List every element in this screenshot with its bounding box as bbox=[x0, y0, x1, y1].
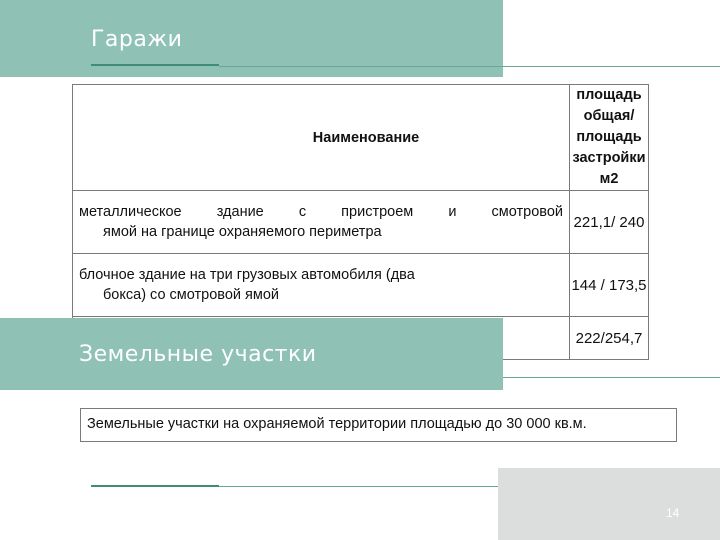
row-area: 221,1/ 240 bbox=[570, 191, 649, 254]
divider-line bbox=[503, 377, 720, 378]
row-area: 222/254,7 bbox=[570, 317, 649, 360]
row-area: 144 / 173,5 bbox=[570, 254, 649, 317]
table-row bbox=[73, 191, 649, 254]
header-area: площадь общая/ площадь застройки м2 bbox=[570, 85, 649, 191]
row-name: металлическое здание с пристроем и смотровой ямой на границе охраняемого периметра bbox=[73, 191, 570, 254]
footer-gray-block bbox=[498, 468, 720, 540]
row-name: блочное здание на три грузовых автомобиля (два бокса) со смотровой ямой bbox=[73, 254, 570, 317]
divider-line bbox=[219, 66, 720, 67]
footer-accent-line bbox=[91, 485, 219, 487]
header-name: Наименование bbox=[73, 85, 570, 191]
footer-divider-line bbox=[219, 486, 498, 487]
land-text-box: Земельные участки на охраняемой территории площадью до 30 000 кв.м. bbox=[80, 408, 677, 442]
page-number: 14 bbox=[666, 506, 680, 520]
section-title-garages: Гаражи bbox=[91, 27, 183, 52]
section-title-land: Земельные участки bbox=[79, 342, 317, 367]
table-row bbox=[73, 254, 649, 317]
title-underline bbox=[91, 64, 219, 66]
table-header-row bbox=[73, 85, 649, 191]
